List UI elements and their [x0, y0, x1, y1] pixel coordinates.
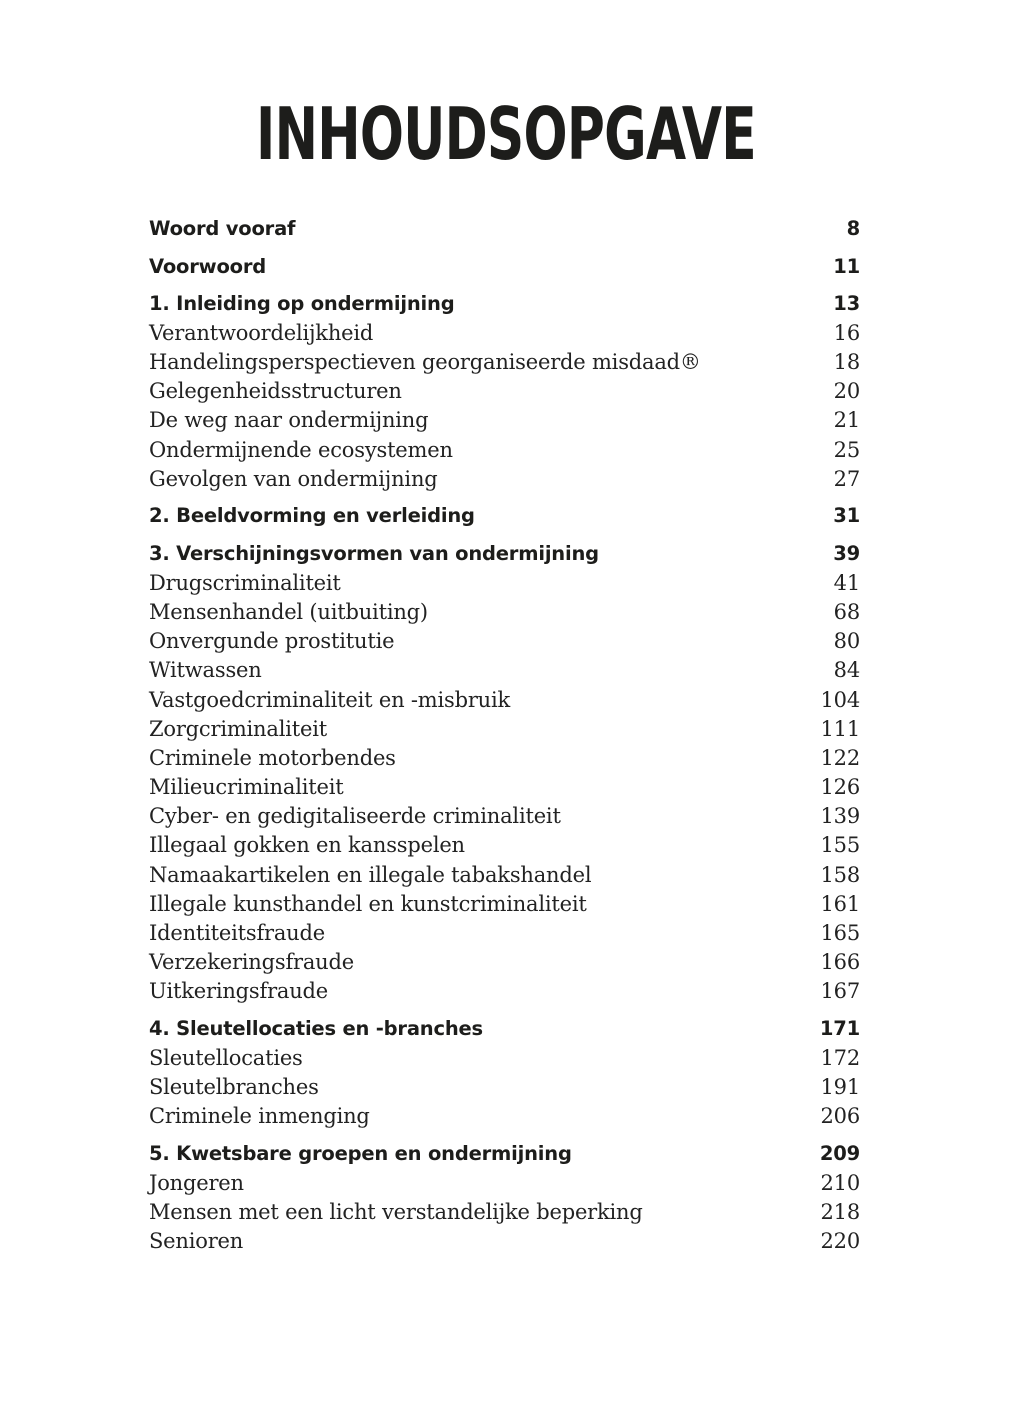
toc-chapter-page-number: 31	[833, 504, 860, 528]
toc-entry	[149, 802, 860, 831]
toc-entry-page-number: 80	[833, 629, 860, 654]
toc-entry-title: Namaakartikelen en illegale tabakshandel	[149, 862, 592, 887]
toc-entry-title: De weg naar ondermijning	[149, 408, 429, 433]
toc-entry-title: Criminele inmenging	[149, 1104, 370, 1129]
toc-entry	[149, 686, 860, 715]
toc-chapter-title: 2. Beeldvorming en verleiding	[149, 504, 475, 528]
toc-chapter-page-number: 39	[833, 541, 860, 565]
toc-chapter-heading	[149, 1139, 860, 1169]
toc-entry	[149, 598, 860, 627]
toc-section	[149, 252, 860, 282]
toc-entry-title: Illegaal gokken en kansspelen	[149, 833, 465, 858]
toc-entry-page-number: 104	[820, 687, 860, 712]
toc-entry	[149, 377, 860, 406]
toc-entry-page-number: 210	[820, 1170, 860, 1195]
toc-entry	[149, 627, 860, 656]
toc-entry	[149, 1073, 860, 1102]
toc-entry-page-number: 139	[820, 804, 860, 829]
toc-entry-title: Sleutelbranches	[149, 1074, 319, 1099]
toc-entry-title: Witwassen	[149, 658, 262, 683]
toc-entry-page-number: 27	[833, 466, 860, 491]
toc-entry	[149, 831, 860, 860]
toc-entry-page-number: 172	[820, 1045, 860, 1070]
toc-entry	[149, 919, 860, 948]
toc-section	[149, 1139, 860, 1256]
toc-entry-title: Verzekeringsfraude	[149, 949, 354, 974]
toc-chapter-page-number: 13	[833, 292, 860, 315]
toc-entry	[149, 744, 860, 773]
toc-entry-title: Jongeren	[149, 1170, 244, 1195]
toc-chapter-page-number: 11	[833, 254, 860, 278]
toc-chapter-page-number: 209	[819, 1141, 860, 1165]
toc-entry-title: Cyber- en gedigitaliseerde criminaliteit	[149, 804, 561, 829]
toc-entry-page-number: 111	[820, 716, 860, 741]
toc-entry	[149, 1227, 860, 1256]
toc-entry	[149, 319, 860, 348]
table-of-contents	[149, 214, 860, 1256]
toc-chapter-title: Woord vooraf	[149, 217, 296, 240]
toc-entry-title: Senioren	[149, 1229, 244, 1254]
toc-entry-page-number: 218	[820, 1199, 860, 1224]
toc-entry-page-number: 68	[833, 600, 860, 625]
toc-entry-title: Ondermijnende ecosystemen	[149, 437, 453, 462]
toc-entry-page-number: 84	[833, 658, 860, 683]
toc-entry	[149, 861, 860, 890]
toc-entry-page-number: 25	[833, 437, 860, 462]
toc-entry	[149, 977, 860, 1006]
toc-chapter-heading	[149, 1014, 860, 1044]
toc-entry-page-number: 20	[833, 379, 860, 404]
toc-entry	[149, 465, 860, 494]
toc-chapter-title: 4. Sleutellocaties en -branches	[149, 1016, 483, 1040]
toc-entry	[149, 1102, 860, 1131]
toc-entry	[149, 436, 860, 465]
toc-entry	[149, 890, 860, 919]
toc-entry	[149, 715, 860, 744]
toc-entry-title: Illegale kunsthandel en kunstcriminaliteit	[149, 891, 587, 916]
toc-entry-title: Zorgcriminaliteit	[149, 716, 327, 741]
toc-entry-title: Sleutellocaties	[149, 1045, 303, 1070]
toc-entry-page-number: 155	[820, 833, 860, 858]
toc-entry	[149, 948, 860, 977]
toc-entry	[149, 406, 860, 435]
toc-section	[149, 289, 860, 494]
toc-entry	[149, 348, 860, 377]
toc-entry-page-number: 21	[833, 408, 860, 433]
toc-chapter-heading	[149, 289, 860, 319]
toc-entry-title: Mensen met een licht verstandelijke beperking	[149, 1199, 643, 1224]
toc-section	[149, 501, 860, 531]
toc-chapter-page-number: 171	[819, 1016, 860, 1040]
toc-entry-page-number: 18	[833, 350, 860, 375]
toc-chapter-heading	[149, 501, 860, 531]
toc-chapter-title: 5. Kwetsbare groepen en ondermijning	[149, 1141, 572, 1165]
toc-entry-page-number: 16	[833, 321, 860, 345]
toc-entry-page-number: 206	[820, 1104, 860, 1129]
toc-section	[149, 214, 860, 244]
toc-chapter-title: 3. Verschijningsvormen van ondermijning	[149, 541, 599, 565]
toc-entry-page-number: 161	[820, 891, 860, 916]
toc-entry-page-number: 220	[820, 1229, 860, 1254]
toc-entry-page-number: 167	[820, 979, 860, 1004]
toc-entry-title: Handelingsperspectieven georganiseerde misdaad®	[149, 350, 701, 375]
toc-entry	[149, 656, 860, 685]
toc-entry-title: Mensenhandel (uitbuiting)	[149, 600, 428, 625]
toc-entry-title: Identiteitsfraude	[149, 920, 325, 945]
toc-entry-title: Uitkeringsfraude	[149, 979, 329, 1004]
toc-entry	[149, 1169, 860, 1198]
toc-entry-page-number: 41	[833, 570, 860, 595]
toc-entry	[149, 1044, 860, 1073]
toc-entry-page-number: 166	[820, 949, 860, 974]
toc-entry-title: Verantwoordelijkheid	[149, 321, 374, 345]
toc-entry-title: Onvergunde prostitutie	[149, 629, 395, 654]
page-title: INHOUDSOPGAVE	[256, 92, 756, 176]
toc-chapter-title: 1. Inleiding op ondermijning	[149, 292, 455, 315]
toc-entry-page-number: 126	[820, 775, 860, 800]
toc-entry-title: Milieucriminaliteit	[149, 775, 344, 800]
toc-chapter-page-number: 8	[846, 217, 860, 240]
toc-entry-page-number: 158	[820, 862, 860, 887]
toc-section	[149, 539, 860, 1006]
toc-chapter-heading	[149, 214, 860, 244]
toc-entry-title: Drugscriminaliteit	[149, 570, 341, 595]
toc-entry-title: Gelegenheidsstructuren	[149, 379, 402, 404]
toc-entry	[149, 569, 860, 598]
toc-entry-page-number: 165	[820, 920, 860, 945]
toc-entry	[149, 1198, 860, 1227]
toc-entry-page-number: 122	[820, 745, 860, 770]
toc-entry-title: Gevolgen van ondermijning	[149, 466, 438, 491]
toc-entry-title: Vastgoedcriminaliteit en -misbruik	[149, 687, 511, 712]
toc-chapter-heading	[149, 252, 860, 282]
toc-entry	[149, 773, 860, 802]
toc-entry-page-number: 191	[820, 1074, 860, 1099]
toc-chapter-heading	[149, 539, 860, 569]
toc-chapter-title: Voorwoord	[149, 254, 267, 278]
toc-section	[149, 1014, 860, 1131]
toc-entry-title: Criminele motorbendes	[149, 745, 396, 770]
